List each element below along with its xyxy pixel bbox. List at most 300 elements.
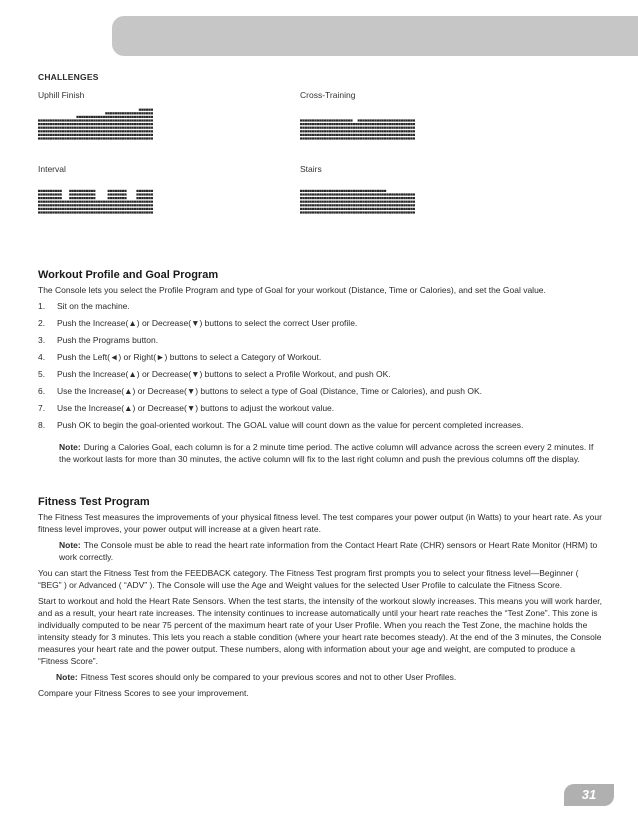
- profile-segment: [305, 193, 307, 195]
- profile-segment: [84, 119, 86, 121]
- profile-segment: [60, 208, 62, 210]
- profile-segment: [124, 134, 126, 136]
- profile-segment: [324, 197, 326, 199]
- profile-segment: [110, 134, 112, 136]
- profile-segment: [300, 137, 302, 139]
- profile-column: [60, 119, 62, 139]
- profile-column: [336, 190, 338, 214]
- profile-segment: [348, 123, 350, 125]
- profile-segment: [151, 137, 153, 139]
- profile-segment: [413, 137, 415, 139]
- profile-segment: [336, 119, 338, 121]
- profile-segment: [338, 204, 340, 206]
- profile-segment: [62, 211, 64, 213]
- profile-segment: [120, 112, 122, 114]
- profile-segment: [307, 190, 309, 192]
- profile-column: [353, 123, 355, 140]
- profile-segment: [144, 137, 146, 139]
- profile-segment: [314, 208, 316, 210]
- profile-segment: [362, 211, 364, 213]
- profile-column: [48, 190, 50, 214]
- profile-segment: [52, 123, 54, 125]
- profile-segment: [115, 201, 117, 203]
- profile-column: [84, 116, 86, 140]
- profile-segment: [379, 137, 381, 139]
- profile-segment: [91, 193, 93, 195]
- profile-segment: [372, 201, 374, 203]
- profile-segment: [338, 123, 340, 125]
- profile-segment: [76, 137, 78, 139]
- profile-segment: [350, 197, 352, 199]
- profile-segment: [96, 116, 98, 118]
- profile-segment: [57, 134, 59, 136]
- profile-segment: [91, 190, 93, 192]
- profile-segment: [136, 116, 138, 118]
- step-number: 5.: [38, 369, 46, 379]
- profile-segment: [331, 130, 333, 132]
- profile-segment: [389, 197, 391, 199]
- profile-column: [96, 116, 98, 140]
- profile-segment: [120, 193, 122, 195]
- profile-segment: [40, 201, 42, 203]
- profile-segment: [50, 201, 52, 203]
- profile-segment: [50, 190, 52, 192]
- profile-column: [112, 112, 114, 139]
- profile-column: [338, 119, 340, 139]
- profile-segment: [334, 119, 336, 121]
- profile-segment: [38, 137, 40, 139]
- profile-segment: [43, 201, 45, 203]
- profile-segment: [396, 137, 398, 139]
- profile-column: [62, 119, 64, 139]
- step-number: 2.: [38, 318, 46, 328]
- profile-segment: [127, 137, 129, 139]
- profile-column: [120, 190, 122, 214]
- profile-segment: [144, 123, 146, 125]
- profile-segment: [93, 211, 95, 213]
- profile-segment: [76, 201, 78, 203]
- profile-segment: [115, 208, 117, 210]
- profile-segment: [353, 201, 355, 203]
- profile-segment: [324, 130, 326, 132]
- profile-segment: [384, 137, 386, 139]
- profile-segment: [362, 190, 364, 192]
- profile-segment: [141, 208, 143, 210]
- profile-segment: [64, 123, 66, 125]
- profile-segment: [96, 211, 98, 213]
- profile-segment: [74, 134, 76, 136]
- profile-segment: [43, 123, 45, 125]
- profile-segment: [124, 197, 126, 199]
- profile-column: [336, 119, 338, 139]
- profile-segment: [86, 127, 88, 129]
- profile-segment: [389, 119, 391, 121]
- profile-segment: [338, 119, 340, 121]
- profile-segment: [391, 123, 393, 125]
- profile-segment: [120, 190, 122, 192]
- profile-column: [334, 119, 336, 139]
- profile-segment: [379, 123, 381, 125]
- profile-segment: [394, 197, 396, 199]
- profile-segment: [410, 137, 412, 139]
- step-item: [38, 351, 604, 363]
- profile-segment: [379, 119, 381, 121]
- profile-segment: [401, 197, 403, 199]
- profile-segment: [374, 130, 376, 132]
- profile-segment: [331, 127, 333, 129]
- profile-segment: [367, 130, 369, 132]
- profile-segment: [350, 123, 352, 125]
- profile-segment: [391, 204, 393, 206]
- profile-segment: [386, 134, 388, 136]
- profile-column: [307, 190, 309, 214]
- profile-segment: [334, 193, 336, 195]
- profile-segment: [38, 127, 40, 129]
- profile-segment: [394, 204, 396, 206]
- profile-segment: [136, 201, 138, 203]
- profile-segment: [120, 130, 122, 132]
- profile-segment: [346, 134, 348, 136]
- profile-segment: [64, 134, 66, 136]
- profile-column: [76, 190, 78, 214]
- profile-segment: [310, 130, 312, 132]
- profile-segment: [93, 201, 95, 203]
- profile-segment: [117, 134, 119, 136]
- profile-segment: [148, 201, 150, 203]
- profile-column: [144, 190, 146, 214]
- profile-segment: [401, 137, 403, 139]
- profile-segment: [396, 193, 398, 195]
- profile-segment: [331, 204, 333, 206]
- profile-segment: [72, 134, 74, 136]
- profile-segment: [319, 204, 321, 206]
- profile-segment: [110, 116, 112, 118]
- profile-segment: [48, 137, 50, 139]
- profile-segment: [372, 137, 374, 139]
- profile-segment: [146, 193, 148, 195]
- profile-segment: [396, 197, 398, 199]
- profile-segment: [72, 197, 74, 199]
- profile-segment: [346, 204, 348, 206]
- profile-segment: [329, 127, 331, 129]
- profile-column: [358, 119, 360, 139]
- profile-segment: [86, 119, 88, 121]
- profile-segment: [358, 134, 360, 136]
- profile-segment: [132, 201, 134, 203]
- profile-segment: [81, 190, 83, 192]
- profile-segment: [76, 211, 78, 213]
- profile-column: [413, 193, 415, 213]
- profile-segment: [365, 127, 367, 129]
- profile-column: [360, 190, 362, 214]
- profile-segment: [355, 123, 357, 125]
- profile-segment: [127, 130, 129, 132]
- profile-segment: [48, 197, 50, 199]
- profile-segment: [353, 208, 355, 210]
- profile-segment: [134, 130, 136, 132]
- profile-segment: [408, 193, 410, 195]
- profile-segment: [408, 134, 410, 136]
- profile-segment: [129, 211, 131, 213]
- profile-segment: [384, 123, 386, 125]
- profile-column: [307, 119, 309, 139]
- profile-segment: [151, 197, 153, 199]
- profile-segment: [50, 127, 52, 129]
- profile-segment: [382, 197, 384, 199]
- profile-segment: [353, 123, 355, 125]
- profile-segment: [367, 201, 369, 203]
- profile-segment: [108, 193, 110, 195]
- profile-segment: [72, 208, 74, 210]
- profile-segment: [110, 193, 112, 195]
- profile-segment: [370, 197, 372, 199]
- profile-segment: [398, 119, 400, 121]
- profile-segment: [382, 137, 384, 139]
- profile-segment: [302, 127, 304, 129]
- profile-segment: [141, 116, 143, 118]
- profile-segment: [52, 137, 54, 139]
- profile-segment: [81, 137, 83, 139]
- profile-segment: [144, 134, 146, 136]
- profile-segment: [43, 127, 45, 129]
- profile-column: [372, 119, 374, 139]
- step-item: [38, 317, 604, 329]
- profile-segment: [141, 204, 143, 206]
- profile-segment: [384, 193, 386, 195]
- profile-segment: [341, 119, 343, 121]
- profile-segment: [370, 193, 372, 195]
- profile-column: [38, 119, 40, 139]
- profile-segment: [48, 123, 50, 125]
- profile-column: [389, 193, 391, 213]
- profile-segment: [341, 197, 343, 199]
- profile-segment: [305, 137, 307, 139]
- profile-segment: [81, 119, 83, 121]
- profile-segment: [403, 211, 405, 213]
- profile-segment: [129, 116, 131, 118]
- profile-segment: [312, 208, 314, 210]
- profile-segment: [384, 134, 386, 136]
- profile-column: [343, 190, 345, 214]
- profile-segment: [38, 119, 40, 121]
- profile-segment: [403, 119, 405, 121]
- profile-segment: [384, 197, 386, 199]
- profile-segment: [45, 127, 47, 129]
- profile-segment: [350, 119, 352, 121]
- profile-segment: [355, 134, 357, 136]
- profile-column: [310, 119, 312, 139]
- profile-segment: [110, 119, 112, 121]
- profile-segment: [317, 193, 319, 195]
- profile-segment: [370, 204, 372, 206]
- profile-segment: [377, 204, 379, 206]
- profile-segment: [394, 127, 396, 129]
- profile-segment: [302, 193, 304, 195]
- profile-segment: [91, 204, 93, 206]
- profile-column: [50, 190, 52, 214]
- step-number: 6.: [38, 386, 46, 396]
- profile-segment: [127, 208, 129, 210]
- profile-segment: [132, 211, 134, 213]
- profile-segment: [410, 204, 412, 206]
- profile-segment: [79, 130, 81, 132]
- profile-column: [72, 119, 74, 139]
- profile-segment: [100, 119, 102, 121]
- profile-segment: [134, 137, 136, 139]
- profile-segment: [57, 197, 59, 199]
- profile-segment: [38, 190, 40, 192]
- profile-column: [358, 190, 360, 214]
- profile-segment: [120, 211, 122, 213]
- profile-column: [346, 119, 348, 139]
- profile-segment: [45, 201, 47, 203]
- profile-segment: [108, 190, 110, 192]
- profile-segment: [127, 123, 129, 125]
- profile-segment: [110, 201, 112, 203]
- profile-segment: [314, 197, 316, 199]
- profile-segment: [398, 211, 400, 213]
- profile-segment: [391, 193, 393, 195]
- profile-segment: [91, 211, 93, 213]
- profile-segment: [403, 193, 405, 195]
- profile-segment: [329, 134, 331, 136]
- profile-segment: [358, 204, 360, 206]
- profile-segment: [69, 137, 71, 139]
- profile-cross-training: [300, 90, 560, 141]
- profile-segment: [370, 123, 372, 125]
- profile-segment: [365, 211, 367, 213]
- profile-segment: [50, 208, 52, 210]
- profile-segment: [127, 204, 129, 206]
- profile-segment: [336, 137, 338, 139]
- profile-segment: [52, 204, 54, 206]
- profile-segment: [401, 134, 403, 136]
- profile-segment: [401, 208, 403, 210]
- profile-segment: [406, 204, 408, 206]
- profile-segment: [307, 123, 309, 125]
- profile-segment: [151, 211, 153, 213]
- profile-segment: [386, 130, 388, 132]
- profile-segment: [336, 197, 338, 199]
- profile-segment: [72, 193, 74, 195]
- profile-column: [129, 201, 131, 214]
- profile-segment: [324, 123, 326, 125]
- profile-segment: [151, 112, 153, 114]
- profile-segment: [374, 127, 376, 129]
- profile-column: [379, 119, 381, 139]
- profile-segment: [84, 211, 86, 213]
- profile-column: [40, 190, 42, 214]
- profile-segment: [48, 127, 50, 129]
- profile-segment: [406, 130, 408, 132]
- profile-segment: [317, 197, 319, 199]
- profile-segment: [52, 134, 54, 136]
- profile-name: Interval: [38, 164, 66, 174]
- profile-segment: [343, 127, 345, 129]
- profile-segment: [115, 112, 117, 114]
- profile-segment: [322, 201, 324, 203]
- profile-column: [302, 119, 304, 139]
- profile-column: [124, 190, 126, 214]
- profile-column: [396, 119, 398, 139]
- profile-segment: [377, 201, 379, 203]
- profile-segment: [334, 201, 336, 203]
- profile-column: [93, 190, 95, 214]
- profile-segment: [100, 123, 102, 125]
- profile-segment: [84, 127, 86, 129]
- profile-column: [350, 119, 352, 139]
- profile-segment: [307, 193, 309, 195]
- profile-segment: [148, 211, 150, 213]
- profile-segment: [38, 193, 40, 195]
- profile-segment: [146, 112, 148, 114]
- profile-segment: [105, 123, 107, 125]
- profile-column: [386, 119, 388, 139]
- profile-segment: [124, 123, 126, 125]
- profile-segment: [120, 197, 122, 199]
- profile-segment: [136, 193, 138, 195]
- profile-segment: [88, 197, 90, 199]
- profile-segment: [69, 204, 71, 206]
- profile-segment: [343, 197, 345, 199]
- profile-segment: [410, 211, 412, 213]
- profile-segment: [360, 193, 362, 195]
- profile-segment: [146, 204, 148, 206]
- profile-segment: [307, 208, 309, 210]
- profile-segment: [129, 208, 131, 210]
- profile-segment: [103, 137, 105, 139]
- profile-segment: [338, 137, 340, 139]
- profile-segment: [391, 130, 393, 132]
- profile-segment: [60, 197, 62, 199]
- profile-segment: [331, 211, 333, 213]
- profile-segment: [389, 130, 391, 132]
- profile-segment: [324, 134, 326, 136]
- profile-segment: [336, 123, 338, 125]
- profile-column: [96, 201, 98, 214]
- profile-segment: [93, 130, 95, 132]
- profile-column: [317, 190, 319, 214]
- profile-segment: [117, 197, 119, 199]
- profile-segment: [389, 193, 391, 195]
- profile-segment: [117, 127, 119, 129]
- profile-segment: [105, 204, 107, 206]
- profile-segment: [40, 190, 42, 192]
- profile-segment: [50, 134, 52, 136]
- profile-segment: [377, 137, 379, 139]
- profile-segment: [370, 190, 372, 192]
- profile-segment: [358, 201, 360, 203]
- profile-segment: [38, 123, 40, 125]
- profile-segment: [62, 134, 64, 136]
- profile-segment: [362, 127, 364, 129]
- profile-segment: [310, 208, 312, 210]
- profile-segment: [52, 190, 54, 192]
- profile-segment: [117, 204, 119, 206]
- step-text: Push the Left(◄) or Right(►) buttons to select a Category of Workout.: [57, 352, 322, 362]
- profile-segment: [317, 130, 319, 132]
- profile-segment: [38, 211, 40, 213]
- profile-segment: [389, 123, 391, 125]
- profile-segment: [307, 137, 309, 139]
- profile-segment: [112, 119, 114, 121]
- profile-segment: [74, 123, 76, 125]
- profile-segment: [302, 201, 304, 203]
- profile-segment: [84, 193, 86, 195]
- fitness-title: Fitness Test Program: [38, 496, 150, 508]
- profile-segment: [302, 123, 304, 125]
- profile-segment: [413, 193, 415, 195]
